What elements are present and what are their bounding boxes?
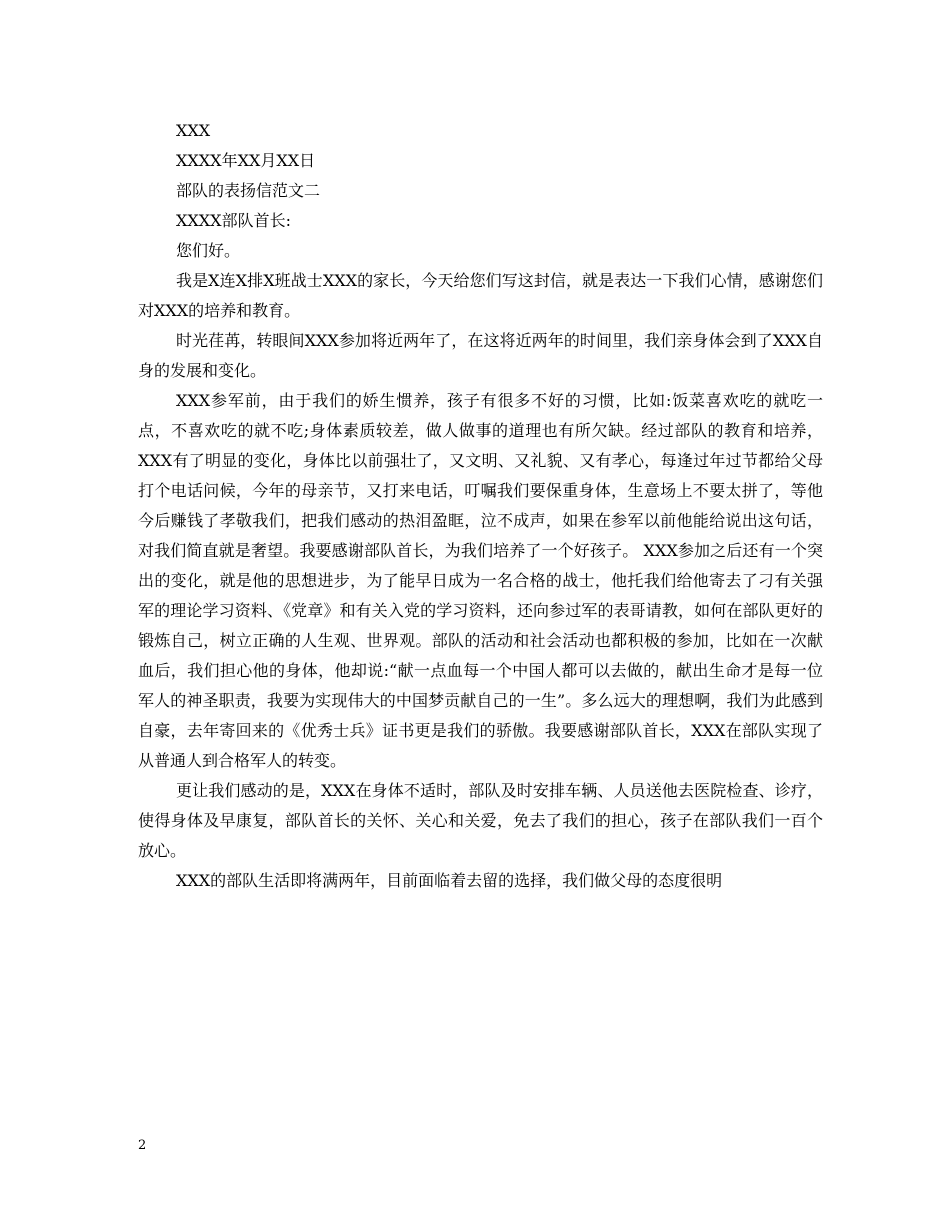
paragraph-changes: XXX参军前，由于我们的娇生惯养，孩子有很多不好的习惯，比如:饭菜喜欢吃的就吃一点，不喜欢吃的就不吃;身体素质较差，做人做事的道理也有所欠缺。经过部队的教育和培养，XXX有了明显的变化，身体比以前强壮了，又文明、又礼貌、又有孝心，每逢过年过节都给父母打个电话问候，今年的母亲节，又打来电话，叮嘱我们要保重身体，生意场上不要太拼了，等他今后赚钱了孝敬我们，把我们感动的热泪盈眶，泣不成声，如果在参军以前他能给说出这句话，对我们简直就是奢望。我要感谢部队首长，为我们培养了一个好孩子。 XXX参加之后还有一个突出的变化，就是他的思想进步，为了能早日成为一名合格的战士，他托我们给他寄去了刁有关强军的理论学习资料、《党章》和有关入党的学习资料，还向参过军的表哥请教，如何在部队更好的锻炼自己，树立正确的人生观、世界观。部队的活动和社会活动也都积极的参加，比如在一次献血后，我们担心他的身体，他却说:“献一点血每一个中国人都可以去做的，献出生命才是每一位军人的神圣职责，我要为实现伟大的中国梦贡献自己的一生”。多么远大的理想啊，我们为此感到自豪，去年寄回来的《优秀士兵》证书更是我们的骄傲。我要感谢部队首长，XXX在部队实现了从普通人到合格军人的转变。 xyxy=(138,391,823,770)
paragraph-introduction: 我是X连X排X班战士XXX的家长，今天给您们写这封信，就是表达一下我们心情，感谢您们对XXX的培养和教育。 xyxy=(138,271,823,320)
paragraph-decision: XXX的部队生活即将满两年，目前面临着去留的选择，我们做父母的态度很明 xyxy=(176,871,723,890)
page-number: 2 xyxy=(138,1138,147,1153)
greeting: 您们好。 xyxy=(176,241,241,260)
paragraph-time: 时光荏苒，转眼间XXX参加将近两年了，在这将近两年的时间里，我们亲身体会到了XXX自身的发展和变化。 xyxy=(138,331,823,380)
paragraph-care: 更让我们感动的是，XXX在身体不适时，部队及时安排车辆、人员送他去医院检查、诊疗，使得身体及早康复，部队首长的关怀、关心和关爱，免去了我们的担心，孩子在部队我们一百个放心。 xyxy=(138,781,823,860)
salutation: XXXX部队首长: xyxy=(176,211,291,230)
signature-name: XXX xyxy=(176,121,211,140)
letter-body xyxy=(138,116,823,896)
section-title: 部队的表扬信范文二 xyxy=(176,181,321,200)
signature-date: XXXX年XX月XX日 xyxy=(176,151,316,170)
